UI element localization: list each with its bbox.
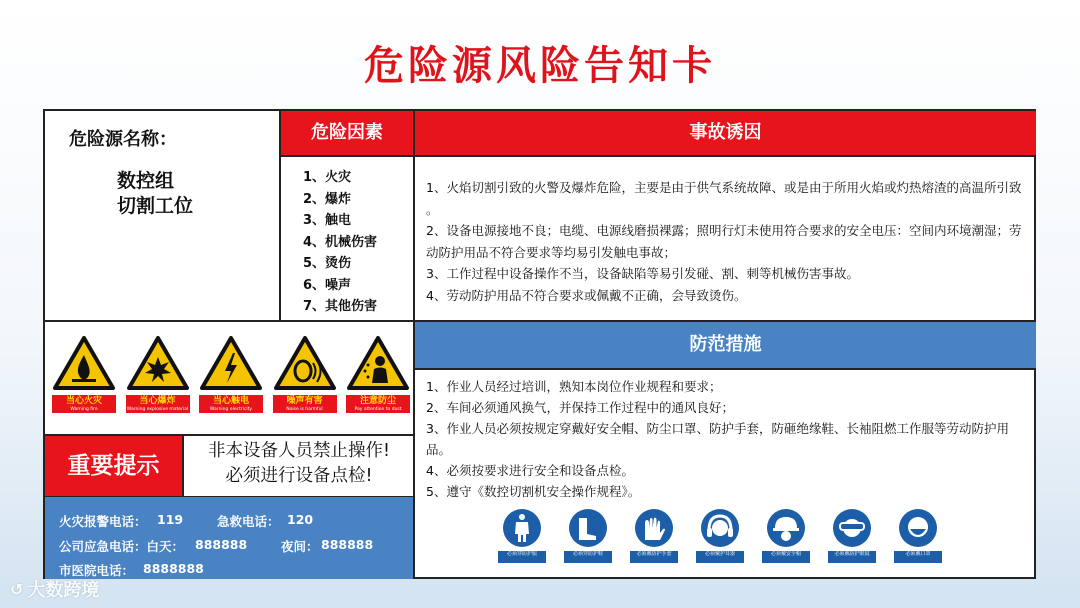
warning-sign-dust	[345, 335, 411, 423]
list-item: 1、火灾	[303, 170, 352, 185]
ppe-label: 必须戴护耳器	[696, 551, 744, 563]
list-item: 3、触电	[303, 213, 352, 228]
ppe-sign-goggles	[830, 508, 874, 563]
important-notice-text	[185, 439, 413, 489]
company-day-number: 888888	[195, 537, 248, 552]
list-item: 4、劳动防护用品不符合要求或佩戴不正确，会导致烫伤。	[426, 287, 747, 303]
list-item: 1、火焰切割引致的火警及爆炸危险，主要是由于供气系统故障、或是由于所用火焰或灼热熔渣的高温所引致 。	[426, 180, 1022, 217]
warning-sign-label: 噪声有害 Noise is harmful	[273, 395, 337, 413]
ppe-signs	[500, 508, 940, 563]
ppe-label: 必须穿防护鞋	[564, 551, 612, 563]
mask-icon	[898, 508, 938, 548]
hazard-factors-header: 危险因素	[281, 111, 413, 155]
warning-sign-label: 当心火灾 Warning fire	[52, 395, 116, 413]
ppe-sign-mask	[896, 508, 940, 563]
ppe-sign-boots	[566, 508, 610, 563]
hospital-phone-number: 8888888	[143, 561, 204, 576]
hazard-factors-list	[303, 167, 377, 318]
protective-gloves-icon	[634, 508, 674, 548]
warning-sign-label: 当心爆炸 Warning explosive material	[126, 396, 189, 412]
warning-sign-noise	[272, 335, 338, 423]
measures-list	[426, 376, 1030, 502]
ppe-label: 必须戴防护眼镜	[828, 551, 876, 563]
risk-notice-card	[43, 109, 1036, 579]
warning-sign-explosion	[125, 335, 191, 423]
explosion-warning-icon	[126, 335, 190, 391]
watermark	[10, 576, 99, 602]
hospital-phone-label: 市医院电话：	[59, 563, 135, 578]
safety-helmet-icon	[766, 508, 806, 548]
emergency-contacts	[45, 497, 413, 579]
protective-boots-icon	[568, 508, 608, 548]
list-item: 3、作业人员必须按规定穿戴好安全帽、防尘口罩、防护手套，防砸绝缘鞋、长袖阻燃工作服等劳动防护用品。	[426, 421, 1009, 457]
warning-sign-label: 当心触电 Warning electricity	[199, 395, 263, 413]
ppe-sign-ear	[698, 508, 742, 563]
hazard-source-name-line2: 切割工位	[117, 195, 194, 217]
noise-warning-icon	[273, 335, 337, 391]
list-item: 7、其他伤害	[303, 299, 378, 314]
page-title: 危险源风险告知卡	[364, 43, 716, 89]
warning-signs	[51, 335, 411, 423]
divider	[279, 155, 1036, 157]
hazard-source-label: 危险源名称：	[69, 129, 177, 150]
watermark-text: 大数跨境	[27, 580, 100, 601]
night-label: 夜间：	[281, 539, 319, 554]
ppe-label: 必须戴安全帽	[762, 551, 810, 563]
list-item: 4、必须按要求进行安全和设备点检。	[426, 463, 634, 478]
ppe-label: 必须戴口罩	[894, 551, 942, 563]
divider	[415, 368, 1036, 370]
list-item: 2、爆炸	[303, 191, 352, 207]
ppe-sign-helmet	[764, 508, 808, 563]
accident-causes-list	[426, 177, 1026, 306]
list-item: 4、机械伤害	[303, 234, 378, 250]
company-night-number: 888888	[321, 537, 374, 552]
company-phone-label: 公司应急电话：白天：	[59, 539, 185, 554]
warning-sign-electric	[198, 335, 264, 423]
ear-protection-icon	[700, 508, 740, 548]
emergency-phone-label: 急救电话：	[217, 514, 280, 529]
measures-header: 防范措施	[415, 322, 1036, 368]
warning-sign-fire	[51, 335, 117, 423]
fire-phone-number: 119	[157, 512, 184, 527]
ppe-label: 必须戴防护手套	[630, 551, 678, 563]
list-item: 3、工作过程中设备操作不当，设备缺陷等易引发碰、割、刺等机械伤害事故。	[426, 266, 859, 281]
ppe-sign-clothing	[500, 508, 544, 563]
fire-warning-icon	[52, 335, 116, 391]
list-item: 5、烫伤	[303, 256, 352, 271]
list-item: 1、作业人员经过培训，熟知本岗位作业规程和要求；	[426, 379, 722, 394]
important-notice-label: 重要提示	[45, 436, 184, 496]
list-item: 2、设备电源接地不良；电缆、电源线磨损裸露；照明行灯未使用符合要求的安全电压：空间内环境潮湿；劳动防护用品不符合要求等均易引发触电事故；	[426, 223, 1022, 260]
ppe-sign-gloves	[632, 508, 676, 563]
hazard-source-name	[117, 169, 237, 219]
dust-warning-icon	[346, 335, 410, 391]
protective-goggles-icon	[832, 508, 872, 548]
list-item: 5、遵守《数控切割机安全操作规程》。	[426, 484, 641, 499]
hazard-source-name-line1: 数控组	[117, 170, 175, 192]
notice-line: 必须进行设备点检!	[225, 466, 373, 486]
emergency-phone-number: 120	[287, 512, 314, 527]
accident-causes-header: 事故诱因	[415, 111, 1036, 155]
notice-line: 非本设备人员禁止操作!	[207, 441, 390, 461]
electric-warning-icon	[199, 335, 263, 391]
list-item: 2、车间必须通风换气，并保持工作过程中的通风良好；	[426, 400, 734, 415]
fire-phone-label: 火灾报警电话：	[59, 514, 147, 529]
protective-clothing-icon	[502, 508, 542, 548]
watermark-logo-icon: ↺	[10, 579, 24, 599]
list-item: 6、噪声	[303, 277, 352, 293]
warning-sign-label: 注意防尘 Pay attention to dust	[346, 395, 410, 413]
ppe-label: 必须穿防护服	[498, 551, 546, 563]
